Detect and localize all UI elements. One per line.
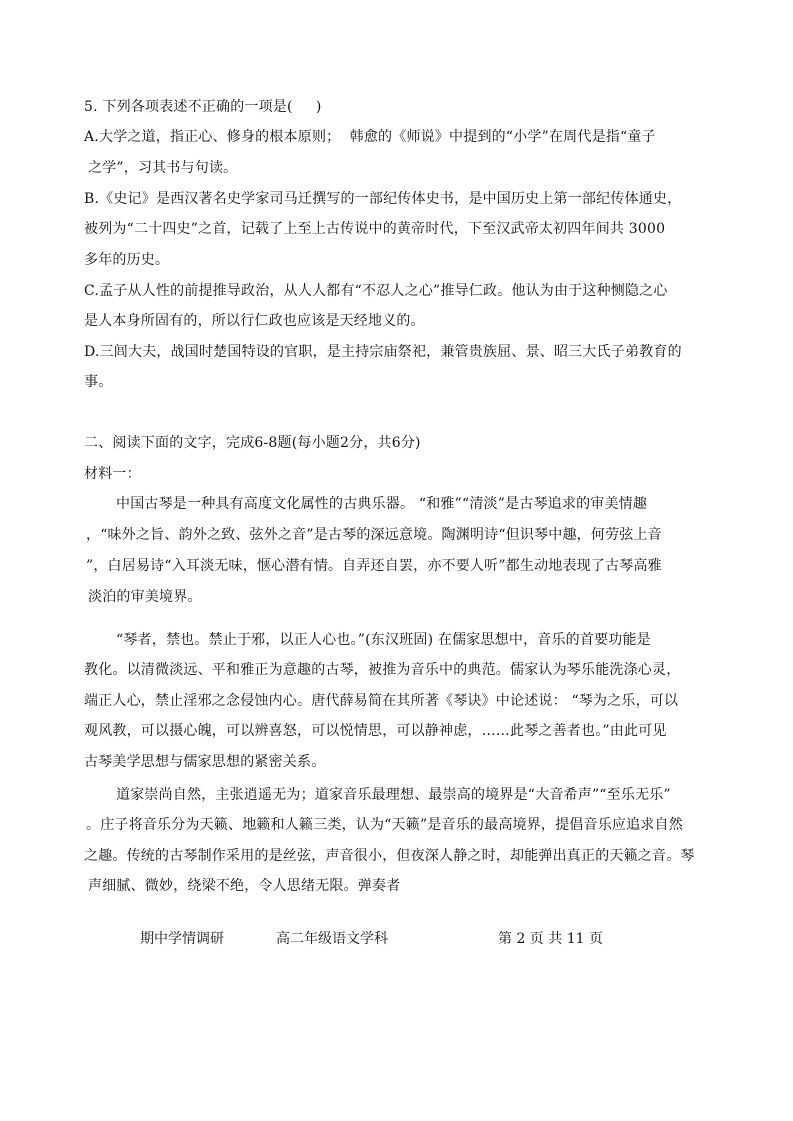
option-a-line-2: 之学”，习其书与句读。: [88, 160, 238, 176]
paragraph-2-line-5: 古琴美学思想与儒家思想的紧密关系。: [84, 754, 326, 770]
paragraph-2-line-2: 教化。以清微淡远、平和雅正为意趣的古琴，被推为音乐中的典范。儒家认为琴乐能洗涤心灵，: [84, 662, 681, 678]
paragraph-3-line-2: 。庄子将音乐分为天籁、地籁和人籁三类，认为“天籁”是音乐的最高境界，提倡音乐应追求自然: [86, 817, 683, 833]
option-c-line-1: C.孟子从人性的前提推导政治，从人人都有“不忍人之心”推导仁政。他认为由于这种恻隐之心: [84, 283, 668, 299]
option-b-line-2: 被列为“二十四史”之首，记载了上至上古传说中的黄帝时代，下至汉武帝太初四年间共 3000: [84, 221, 666, 237]
paragraph-2-line-1: “琴者，禁也。禁止于邪，以正人心也。”(东汉班固) 在儒家思想中，音乐的首要功能是: [116, 632, 651, 648]
option-a-line-1: A.大学之道，指正心、修身的根本原则； 韩愈的《师说》中提到的“小学”在周代是指“童子: [84, 129, 656, 145]
paragraph-1-line-3: ”，白居易诗“入耳淡无味，惬心潜有情。自弄还自罢，亦不要人听”都生动地表现了古琴高雅: [86, 558, 662, 574]
option-c-line-2: 是人本身所固有的，所以行仁政也应该是天经地义的。: [84, 313, 425, 329]
paragraph-3-line-1: 道家崇尚自然，主张逍遥无为；道家音乐最理想、最崇高的境界是“大音希声”“至乐无乐”: [116, 787, 671, 803]
paragraph-2-line-3: 端正人心，禁止淫邪之念侵蚀内心。唐代薛易简在其所著《琴诀》中论述说： “琴为之乐，可以: [84, 693, 679, 709]
paragraph-3-line-4: 声细腻、微妙，绕梁不绝，令人思绪无限。弹奏者: [88, 878, 401, 894]
section-heading: 二、阅读下面的文字，完成6-8题(每小题2分，共6分): [84, 435, 421, 451]
footer-grade-subject: 高二年级语文学科: [276, 931, 388, 947]
paragraph-1-line-2: ，“味外之旨、韵外之致、弦外之音”是古琴的深远意境。陶渊明诗“但识琴中趣，何劳弦上音: [86, 527, 662, 543]
paragraph-3-line-3: 之趣。传统的古琴制作采用的是丝弦，声音很小，但夜深人静之时，却能弹出真正的天籁之音。琴: [84, 848, 695, 864]
paragraph-1-line-4: 淡泊的审美境界。: [88, 589, 202, 605]
footer-exam-name: 期中学情调研: [140, 931, 224, 947]
paragraph-2-line-4: 观风教，可以摄心魄，可以辨喜怒，可以悦情思，可以静神虑，……此琴之善者也。”由此可见: [84, 723, 667, 739]
option-d-line-1: D.三闾大夫，战国时楚国特设的官职，是主持宗庙祭祀，兼管贵族屈、景、昭三大氏子弟教育的: [84, 344, 682, 360]
option-b-line-3: 多年的历史。: [84, 252, 170, 268]
footer-page-number: 第 2 页 共 11 页: [498, 931, 603, 947]
option-d-line-2: 事。: [84, 374, 113, 390]
option-b-line-1: B.《史记》是西汉著名史学家司马迁撰写的一部纪传体史书，是中国历史上第一部纪传体通史，: [84, 191, 682, 207]
material-label: 材料一：: [84, 466, 141, 482]
paragraph-1-line-1: 中国古琴是一种具有高度文化属性的古典乐器。 “和雅”“清淡”是古琴追求的审美情趣: [116, 496, 648, 512]
question-5-stem: 5. 下列各项表述不正确的一项是( ): [84, 99, 322, 115]
